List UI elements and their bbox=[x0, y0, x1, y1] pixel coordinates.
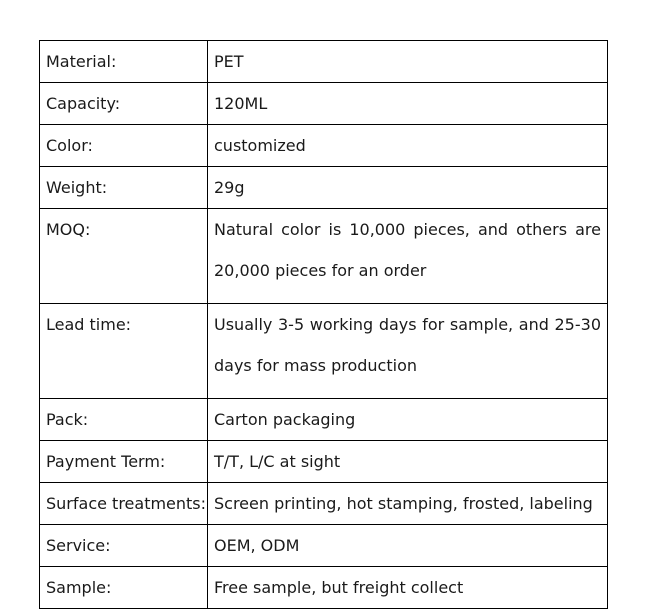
spec-value: Screen printing, hot stamping, frosted, labeling bbox=[208, 483, 608, 525]
spec-label: Service: bbox=[40, 525, 208, 567]
spec-label: Surface treatments: bbox=[40, 483, 208, 525]
spec-label: Lead time: bbox=[40, 304, 208, 399]
spec-label: Color: bbox=[40, 125, 208, 167]
spec-value: 120ML bbox=[208, 83, 608, 125]
spec-value: Carton packaging bbox=[208, 399, 608, 441]
spec-label: Material: bbox=[40, 41, 208, 83]
spec-value: T/T, L/C at sight bbox=[208, 441, 608, 483]
spec-row-payment-term bbox=[40, 441, 608, 483]
spec-row-material bbox=[40, 41, 608, 83]
spec-row-capacity bbox=[40, 83, 608, 125]
spec-value: 29g bbox=[208, 167, 608, 209]
spec-value: PET bbox=[208, 41, 608, 83]
spec-value: Free sample, but freight collect bbox=[208, 567, 608, 609]
spec-value: OEM, ODM bbox=[208, 525, 608, 567]
product-spec-table bbox=[39, 40, 608, 609]
spec-row-lead-time bbox=[40, 304, 608, 399]
spec-label: MOQ: bbox=[40, 209, 208, 304]
spec-row-service bbox=[40, 525, 608, 567]
spec-label: Payment Term: bbox=[40, 441, 208, 483]
spec-label: Capacity: bbox=[40, 83, 208, 125]
spec-row-sample bbox=[40, 567, 608, 609]
spec-value: Usually 3-5 working days for sample, and 25-30 days for mass production bbox=[208, 304, 608, 399]
spec-row-pack bbox=[40, 399, 608, 441]
spec-label: Sample: bbox=[40, 567, 208, 609]
spec-row-color bbox=[40, 125, 608, 167]
spec-row-moq bbox=[40, 209, 608, 304]
spec-row-surface-treatments bbox=[40, 483, 608, 525]
spec-value: Natural color is 10,000 pieces, and others are 20,000 pieces for an order bbox=[208, 209, 608, 304]
spec-label: Weight: bbox=[40, 167, 208, 209]
spec-value: customized bbox=[208, 125, 608, 167]
spec-row-weight bbox=[40, 167, 608, 209]
spec-label: Pack: bbox=[40, 399, 208, 441]
